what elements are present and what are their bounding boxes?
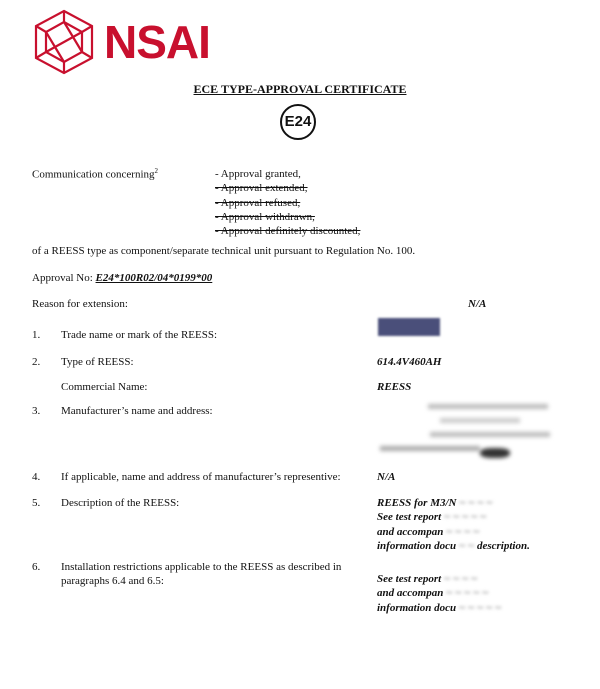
status-refused: - Approval refused, [215, 196, 301, 209]
item-1-label: Trade name or mark of the REESS: [61, 329, 218, 341]
item-5-line-2-text: See test report [377, 511, 442, 524]
item-5-label: Description of the REESS: [61, 497, 180, 509]
approval-number-row [32, 271, 212, 285]
item-2-value: 614.4V460AH [377, 356, 442, 368]
item-5-line-4: information docu ~ ~ description. [377, 539, 530, 552]
approval-mark-label: E24 [284, 113, 312, 131]
item-2-number: 2. [32, 356, 41, 368]
item-5-line-3-text: and accompan [377, 525, 444, 538]
item-6-description [377, 572, 592, 615]
nsai-emblem-icon [30, 8, 98, 76]
item-6-line-2-text: and accompan [377, 587, 444, 600]
item-4-label: If applicable, name and address of manufacturer’s representive: [61, 471, 341, 483]
logo-wordmark: NSAI [104, 16, 210, 68]
footnote-marker: 2 [154, 167, 158, 175]
item-2-label: Type of REESS: [61, 356, 134, 368]
item-6-label-line-2: paragraphs 6.4 and 6.5: [61, 575, 164, 588]
status-discounted: - Approval definitely discounted, [215, 225, 361, 238]
item-5-description [377, 496, 592, 553]
item-5-line-1: REESS for M3/N ~ ~ ~ ~ [377, 497, 493, 509]
item-3-label: Manufacturer’s name and address: [61, 405, 213, 417]
status-withdrawn: - Approval withdrawn, [215, 210, 315, 223]
item-6-line-2: and accompan ~ ~ ~ ~ ~ [377, 587, 489, 600]
scope-statement: of a REESS type as component/separate technical unit pursuant to Regulation No. 100. [32, 245, 416, 257]
approval-number-label: Approval No: [32, 272, 93, 284]
item-1-number: 1. [32, 329, 41, 341]
item-5-line-3: and accompan ~ ~ ~ ~ [377, 525, 480, 538]
status-extended: - Approval extended, [215, 182, 308, 195]
item-4-value: N/A [377, 471, 396, 483]
extension-label: Reason for extension: [32, 298, 128, 310]
commercial-name-value: REESS [377, 381, 412, 393]
communication-label-text: Communication concerning [32, 168, 155, 181]
item-3-number: 3. [32, 405, 41, 417]
item-6-label [61, 560, 361, 589]
nsai-logo [30, 8, 210, 76]
redacted-manufacturer-address [420, 404, 560, 462]
certificate-title: ECE TYPE-APPROVAL CERTIFICATE [193, 82, 407, 96]
item-5-number: 5. [32, 497, 41, 509]
item-6-number: 6. [32, 561, 41, 573]
approval-number: E24*100R02/04*0199*00 [95, 272, 213, 284]
item-5-line-2: See test report ~ ~ ~ ~ ~ [377, 511, 487, 524]
item-6-line-1-text: See test report [377, 573, 442, 585]
item-4-number: 4. [32, 471, 41, 483]
approval-mark [280, 104, 316, 140]
item-6-line-3: information docu ~ ~ ~ ~ ~ [377, 601, 502, 614]
extension-value: N/A [468, 298, 487, 310]
item-5-line-1-text: REESS for M3/N [377, 497, 457, 509]
commercial-name-label: Commercial Name: [61, 381, 148, 393]
communication-label [32, 167, 158, 182]
item-6-line-1: See test report ~ ~ ~ ~ [377, 573, 478, 585]
redacted-trade-name [378, 318, 440, 336]
item-6-label-line-1: Installation restrictions applicable to the REESS as described in [61, 561, 342, 573]
item-5-line-4-text: information docu [377, 539, 457, 552]
item-5-tail: description. [476, 539, 530, 552]
status-granted: - Approval granted, [215, 168, 301, 180]
approval-status-list [215, 167, 360, 238]
item-6-line-3-text: information docu [377, 601, 457, 614]
